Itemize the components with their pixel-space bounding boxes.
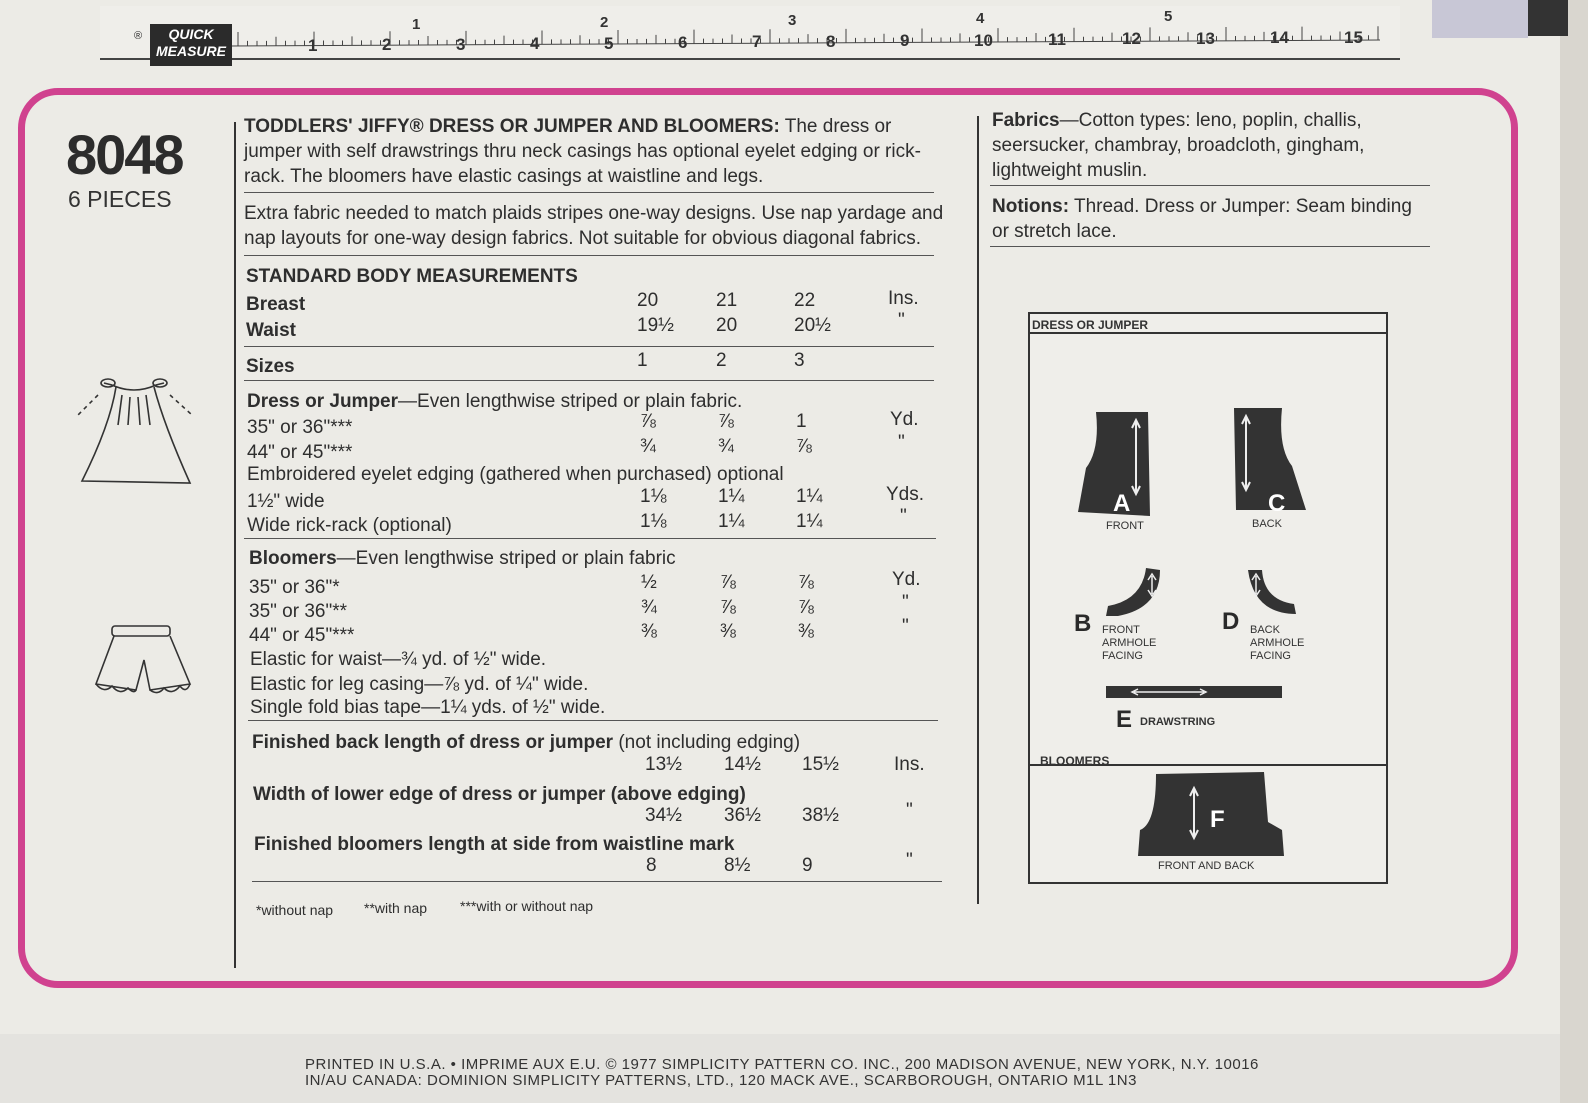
dress-heading: [247, 391, 742, 413]
description: [244, 114, 944, 189]
bias-tape: Single fold bias tape—1¼ yds. of ½" wide.: [250, 697, 606, 718]
eyelet-unit: Yds.: [886, 484, 925, 505]
ruler-inch-label: 11: [1048, 30, 1066, 49]
footer-line1: PRINTED IN U.S.A. • IMPRIME AUX E.U. © 1977 SIMPLICITY PATTERN CO. INC., 200 MADISON AVENUE, NEW YORK, N.Y. 10016: [305, 1056, 1259, 1073]
ruler-inch-label: 7: [752, 32, 762, 52]
lower-edge-size1: 34½: [645, 805, 682, 826]
pattern-number: 8048: [66, 123, 183, 186]
dress-row1-size2: ⅞: [718, 411, 734, 432]
back-length: [252, 732, 800, 754]
rule-1: [244, 192, 934, 193]
dress-heading-label: Dress or Jumper: [247, 391, 399, 412]
rickrack-size2: 1¼: [718, 511, 745, 532]
publisher-footer: [0, 1034, 1560, 1103]
waist-size3: 20½: [794, 315, 831, 336]
dress-row2-unit: ": [898, 432, 905, 453]
back-length-unit: Ins.: [894, 754, 925, 775]
piece-a-label: FRONT: [1106, 520, 1144, 532]
ruler-inch-label: 1: [308, 36, 318, 55]
dress-row2-size1: ¾: [640, 436, 656, 457]
bloomers-row2-label: 35" or 36"**: [249, 601, 347, 622]
description-title: TODDLERS' JIFFY® DRESS OR JUMPER AND BLOOMERS:: [244, 116, 780, 137]
diagram-title-rule: [1030, 332, 1386, 334]
registered-mark: ®: [134, 30, 143, 42]
waist-size2: 20: [716, 315, 738, 336]
eyelet-note: Embroidered eyelet edging (gathered when purchased) optional: [247, 464, 784, 485]
fabrics-label: Fabrics: [992, 110, 1060, 131]
size-1: 1: [637, 350, 648, 371]
eyelet-size1: 1⅛: [640, 486, 667, 507]
bloomers-row2-size1: ¾: [641, 597, 657, 618]
ruler-inch-label: 14: [1270, 28, 1289, 48]
ruler-top-label: 2: [600, 14, 609, 31]
bloomers-row3-label: 44" or 45"***: [249, 625, 355, 646]
ruler-inch-label: 6: [678, 33, 688, 52]
lower-edge-size3: 38½: [802, 805, 839, 826]
back-length-label: Finished back length of dress or jumper: [252, 732, 614, 753]
dress-row1-size1: ⅞: [640, 411, 656, 432]
column-divider-right: [977, 116, 979, 904]
bloomers-heading-rest: —Even lengthwise striped or plain fabric: [336, 548, 676, 569]
ruler-inch-label: 15: [1344, 27, 1363, 47]
rule-5: [244, 538, 936, 539]
bloomers-row1-size1: ½: [641, 572, 657, 593]
rickrack-size3: 1¼: [796, 511, 823, 532]
ruler-inch-label: 10: [974, 30, 993, 50]
bloomers-row3-size1: ⅜: [641, 621, 657, 642]
waist-label: Waist: [246, 320, 296, 341]
badge-line1: QUICK: [168, 26, 214, 42]
ruler-top-label: 5: [1164, 8, 1173, 25]
ruler-inch-label: 8: [826, 31, 836, 51]
rule-7: [252, 881, 942, 882]
piece-e-shape: [1104, 684, 1286, 704]
footnote-either: ***with or without nap: [460, 898, 594, 914]
lower-edge-label: Width of lower edge of dress or jumper (above edging): [253, 784, 746, 805]
ruler-top-label: 1: [412, 16, 421, 33]
lower-edge-size2: 36½: [724, 805, 761, 826]
size-2: 2: [716, 350, 727, 371]
elastic-leg: Elastic for leg casing—⅞ yd. of ¼" wide.: [250, 674, 589, 695]
rule-6: [248, 720, 938, 721]
footnote-without-nap: *without nap: [256, 902, 334, 918]
piece-count: 6 PIECES: [68, 186, 172, 212]
dress-row1-label: 35" or 36"***: [247, 417, 353, 438]
column-divider-left: [234, 122, 236, 968]
rule-right-1: [990, 185, 1430, 186]
lower-edge-unit: ": [906, 800, 913, 821]
piece-a-letter: A: [1113, 490, 1131, 517]
sizes-label: Sizes: [246, 356, 295, 377]
envelope-flap: [1432, 0, 1528, 38]
rule-3: [244, 346, 934, 347]
rickrack-unit: ": [900, 506, 907, 527]
bloomers-row1-size3: ⅞: [798, 572, 814, 593]
dress-row2-label: 44" or 45"***: [247, 442, 353, 463]
eyelet-row-label: 1½" wide: [247, 491, 325, 512]
breast-size3: 22: [794, 290, 816, 311]
rule-right-2: [990, 246, 1430, 247]
rule-4: [244, 380, 934, 381]
piece-b-letter: B: [1074, 610, 1092, 637]
notions: [992, 194, 1432, 244]
ruler-inch-label: 4: [530, 34, 540, 54]
dress-row2-size3: ⅞: [796, 436, 812, 457]
ruler-top-label: 4: [976, 10, 985, 27]
piece-f-label: FRONT AND BACK: [1158, 860, 1255, 872]
bloomers-length-size3: 9: [802, 855, 813, 876]
piece-c-letter: C: [1268, 490, 1286, 517]
footnote-with-nap: **with nap: [364, 900, 428, 916]
bloomers-length-size1: 8: [646, 855, 657, 876]
bloomers-sketch: [90, 620, 200, 710]
eyelet-size2: 1¼: [718, 486, 745, 507]
ruler-inch-label: 13: [1196, 28, 1215, 48]
bloomers-row1-label: 35" or 36"*: [249, 577, 340, 598]
piece-d-label: BACK ARMHOLE FACING: [1250, 624, 1305, 662]
back-length-size3: 15½: [802, 754, 839, 775]
eyelet-size3: 1¼: [796, 486, 823, 507]
dress-row1-unit: Yd.: [890, 409, 919, 430]
piece-e-label: DRAWSTRING: [1140, 716, 1216, 728]
piece-b-label: FRONT ARMHOLE FACING: [1102, 624, 1157, 662]
bloomers-diagram-title: BLOOMERS: [1040, 754, 1110, 768]
measurements-heading: STANDARD BODY MEASUREMENTS: [246, 266, 578, 287]
ruler-inch-label: 2: [382, 35, 392, 55]
waist-size1: 19½: [637, 315, 674, 336]
breast-label: Breast: [246, 294, 306, 315]
ruler-inch-label: 3: [456, 34, 466, 54]
rickrack-label: Wide rick-rack (optional): [247, 515, 452, 536]
ruler-inch-label: 5: [604, 33, 614, 53]
dress-row2-size2: ¾: [718, 436, 734, 457]
bloomers-row1-size2: ⅞: [720, 572, 736, 593]
piece-d-letter: D: [1222, 608, 1240, 635]
piece-e-letter: E: [1116, 706, 1133, 733]
quick-measure-badge: [150, 24, 232, 66]
bloomers-row2-size2: ⅞: [720, 597, 736, 618]
dress-sketch: [70, 365, 200, 490]
dress-row1-size3: 1: [796, 411, 807, 432]
ruler-inch-label: 9: [900, 31, 910, 51]
footer-line2: IN/AU CANADA: DOMINION SIMPLICITY PATTERNS, LTD., 120 MACK AVE., SCARBOROUGH, ONTARIO M1L 1N3: [305, 1072, 1137, 1089]
back-length-size2: 14½: [724, 754, 761, 775]
dress-heading-rest: —Even lengthwise striped or plain fabric.: [398, 391, 743, 412]
description-text: The dress or jumper with self drawstrings thru neck casings has optional eyelet edging or rick-rack. The bloomers have elastic casings at waistline and legs.: [244, 116, 921, 187]
bloomers-heading: [249, 548, 676, 570]
waist-unit: ": [898, 310, 905, 331]
envelope-corner: [1528, 0, 1568, 36]
pattern-pieces-diagram: [1028, 312, 1388, 884]
bloomers-row3-size2: ⅜: [720, 621, 736, 642]
notions-label: Notions:: [992, 196, 1070, 217]
back-length-note: (not including edging): [613, 732, 801, 753]
bloomers-heading-label: Bloomers: [249, 548, 337, 569]
bloomers-length-unit: ": [906, 850, 913, 871]
breast-unit: Ins.: [888, 288, 919, 309]
ruler-top-label: 3: [788, 12, 797, 29]
piece-b-shape: [1102, 564, 1162, 624]
rule-2: [244, 255, 934, 256]
badge-line2: MEASURE: [155, 43, 226, 59]
ruler-inch-label: 12: [1122, 29, 1141, 49]
bloomers-row2-unit: ": [902, 592, 909, 613]
piece-d-shape: [1244, 566, 1304, 626]
back-length-size1: 13½: [645, 754, 682, 775]
piece-f-letter: F: [1210, 806, 1225, 833]
bloomers-length-size2: 8½: [724, 855, 751, 876]
elastic-waist: Elastic for waist—¾ yd. of ½" wide.: [250, 649, 547, 670]
bloomers-length-label: Finished bloomers length at side from waistline mark: [254, 834, 735, 855]
breast-size2: 21: [716, 290, 738, 311]
breast-size1: 20: [637, 290, 659, 311]
bloomers-row3-unit: ": [902, 616, 909, 637]
bloomers-row3-size3: ⅜: [798, 621, 814, 642]
fabrics-text: —Cotton types: leno, poplin, challis, seersucker, chambray, broadcloth, gingham, lightweight muslin.: [992, 110, 1365, 181]
rickrack-size1: 1⅛: [640, 511, 667, 532]
size-3: 3: [794, 350, 805, 371]
bloomers-row2-size3: ⅞: [798, 597, 814, 618]
quick-measure-ruler: [100, 6, 1400, 60]
piece-c-label: BACK: [1252, 518, 1282, 530]
fabrics: [992, 108, 1432, 183]
fabric-note: Extra fabric needed to match plaids stripes one-way designs. Use nap yardage and nap layouts for one-way design fabrics. Not suitable for obvious diagonal fabrics.: [244, 203, 944, 249]
bloomers-row1-unit: Yd.: [892, 569, 921, 590]
notions-text: Thread. Dress or Jumper: Seam binding or stretch lace.: [992, 196, 1412, 242]
dress-diagram-title: DRESS OR JUMPER: [1032, 318, 1149, 332]
